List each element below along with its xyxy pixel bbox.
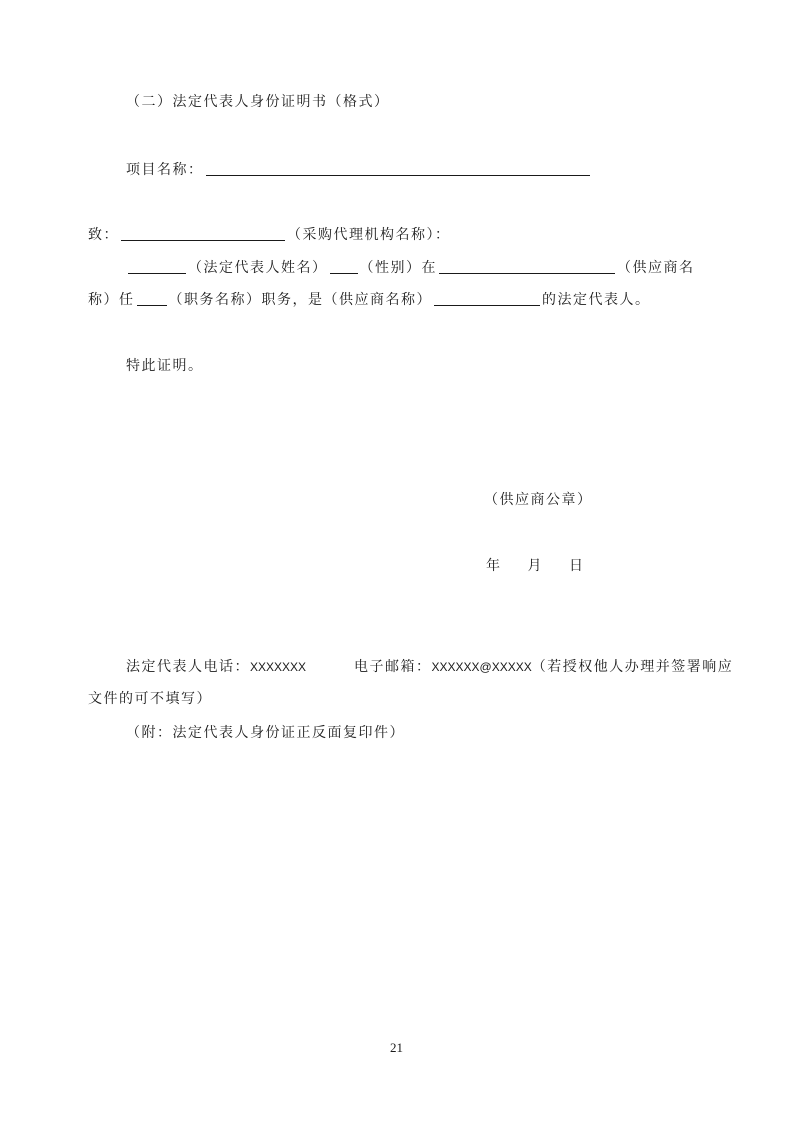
contact-line-1 (126, 657, 733, 677)
legal-rep-name-hint: （法定代表人姓名） (188, 260, 328, 276)
supplier-hint-start: （供应商名 (617, 260, 695, 276)
addressee-label: 致： (88, 227, 119, 243)
body-line-2 (88, 290, 651, 310)
position-blank (137, 291, 167, 306)
position-hint: （职务名称）职务，是（供应商名称） (168, 292, 432, 308)
contact-note-start: （若授权他人办理并签署响应 (531, 659, 734, 675)
project-name-row (126, 160, 592, 180)
phone-value: XXXXXXX (250, 660, 307, 674)
certify-text: 特此证明。 (126, 358, 204, 374)
gender-blank (330, 259, 358, 274)
date-day: 日 (569, 558, 585, 574)
agency-name-hint: （采购代理机构名称）： (287, 227, 451, 243)
date-year: 年 (486, 558, 502, 574)
supplier-blank-2 (434, 291, 540, 306)
project-name-label: 项目名称： (126, 162, 204, 178)
phone-label: 法定代表人电话： (126, 659, 250, 675)
project-name-blank (206, 161, 590, 176)
closing-text: 的法定代表人。 (542, 292, 651, 308)
supplier-blank-1 (439, 259, 615, 274)
date-month: 月 (527, 558, 543, 574)
email-value: XXXXXX@XXXXX (431, 660, 532, 674)
email-label: 电子邮箱： (354, 659, 432, 675)
section-heading: （二）法定代表人身份证明书（格式） (126, 94, 390, 110)
date-row (486, 556, 585, 576)
contact-line-2: 文件的可不填写） (88, 691, 212, 707)
addressee-row (88, 225, 451, 245)
supplier-seal: （供应商公章） (484, 492, 593, 508)
page-number: 21 (390, 1040, 403, 1055)
attachment-note: （附：法定代表人身份证正反面复印件） (126, 725, 405, 741)
body-line-1 (126, 258, 695, 278)
legal-rep-name-blank (128, 259, 186, 274)
agency-name-blank (121, 226, 285, 241)
gender-hint: （性别）在 (359, 260, 437, 276)
supplier-hint-end: 称）任 (88, 292, 135, 308)
